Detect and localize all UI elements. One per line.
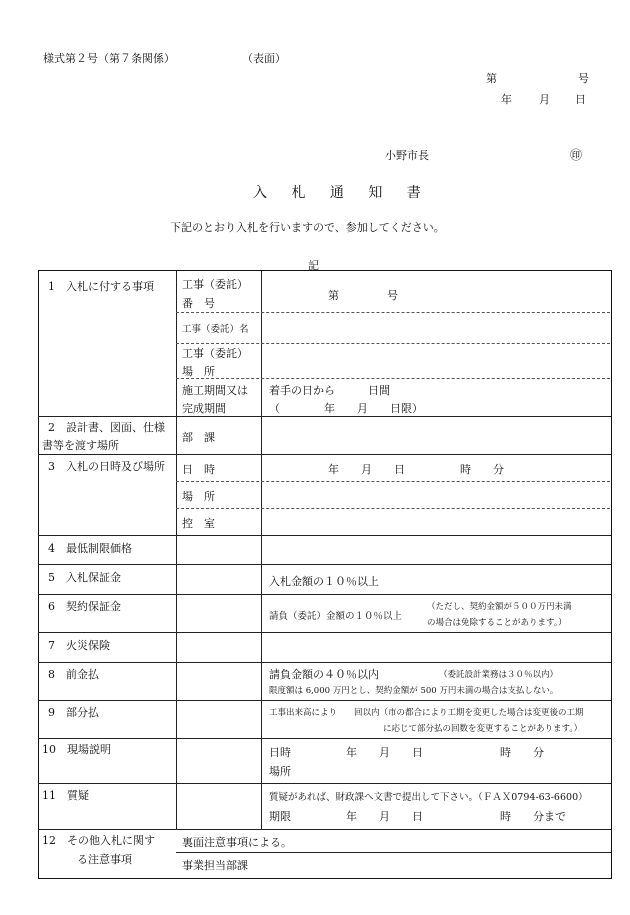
row-divider [38, 594, 611, 595]
row3-datetime-value: 年 月 日 時 分 [328, 463, 504, 476]
row4-label: 4 最低制限価格 [48, 542, 132, 555]
row10-value-2: 場所 [269, 765, 291, 778]
row-divider [176, 508, 610, 509]
row8-value-2: 限度額は 6,000 万円とし、契約金額が 500 万円未満の場合は支払しない。 [269, 686, 559, 696]
row-divider [176, 343, 610, 344]
row1-sub-number-1: 工事（委託） [182, 278, 248, 291]
row1-sub-place-2: 場 所 [182, 365, 215, 378]
row6-value: 請負（委託）金額の１０％以上 [269, 611, 403, 622]
document-title: 入 札 通 知 書 [253, 185, 431, 201]
row9-value-2: に応じて部分払の回数を変更することがあります。） [383, 724, 583, 734]
form-number: 様式第２号（第７条関係） [43, 52, 175, 65]
date-year: 年 [501, 93, 512, 106]
row-divider [176, 481, 610, 482]
table-divider [261, 662, 262, 829]
row11-label: 11 質疑 [42, 789, 89, 802]
row3-sub-datetime: 日 時 [182, 463, 215, 476]
row12-value-1: 裏面注意事項による。 [182, 836, 292, 849]
date-month: 月 [539, 93, 550, 106]
row2-sub: 部 課 [182, 431, 215, 444]
row-divider [38, 564, 611, 565]
row12-label-1: 12 その他入札に関す [42, 834, 155, 847]
doc-number-dai: 第 [486, 72, 497, 85]
row1-period-value-1: 着手の日から 日間 [269, 384, 390, 397]
row-divider [38, 535, 611, 536]
row1-number-dai: 第 [328, 289, 339, 302]
row11-value-1: 質疑があれば、財政課へ文書で提出して下さい。（ＦＡＸ0794-63-6600） [269, 792, 588, 803]
row12-value-2: 事業担当部課 [182, 859, 248, 872]
row-divider [38, 829, 611, 830]
row3-label: 3 入札の日時及び場所 [48, 460, 165, 473]
row3-sub-waiting-room: 控 室 [182, 517, 215, 530]
mayor-name: 小野市長 [385, 149, 429, 162]
row-divider [176, 378, 610, 379]
row1-sub-place-1: 工事（委託） [182, 347, 248, 360]
table-divider [261, 632, 262, 662]
row2-label-1: 2 設計書、図面、仕様 [48, 421, 165, 434]
date-day: 日 [575, 93, 586, 106]
row1-sub-number-2: 番 号 [182, 297, 215, 310]
row8-label: 8 前金払 [48, 668, 99, 681]
form-side: （表面） [242, 52, 286, 65]
row1-sub-period-2: 完成期間 [182, 402, 226, 415]
row-divider [38, 454, 611, 455]
row8-note: （委託設計業務は３０％以内） [439, 670, 559, 680]
ki-label: 記 [308, 259, 319, 272]
row5-label: 5 入札保証金 [48, 571, 121, 584]
table-divider [176, 271, 177, 829]
row-divider [176, 852, 611, 853]
row10-value-1: 日時 年 月 日 時 分 [269, 746, 544, 759]
row8-value-1: 請負金額の４０％以内 [269, 668, 379, 681]
row6-note-2: の場合は免除することがあります。） [427, 618, 567, 628]
row1-period-value-2: （ 年 月 日限） [269, 402, 423, 415]
row12-label-2: る注意事項 [77, 853, 132, 866]
table-divider [261, 271, 262, 535]
row-divider [38, 416, 611, 417]
row3-sub-place: 場 所 [182, 490, 215, 503]
row6-note-1: （ただし、契約金額が５００万円未満 [427, 602, 572, 612]
row7-label: 7 火災保険 [48, 639, 110, 652]
doc-number-gou: 号 [578, 72, 589, 85]
row-divider [176, 312, 610, 313]
row-divider [38, 632, 611, 633]
table-divider [261, 535, 262, 632]
intro-text: 下記のとおり入札を行いますので、参加してください。 [170, 221, 445, 234]
row9-label: 9 部分払 [48, 706, 99, 719]
row1-sub-name: 工事（委託）名 [182, 324, 249, 335]
row-divider [38, 700, 611, 701]
row6-label: 6 契約保証金 [48, 600, 121, 613]
row10-label: 10 現場説明 [42, 743, 111, 756]
row-divider [38, 783, 611, 784]
row1-sub-period-1: 施工期間又は [182, 384, 248, 397]
row11-value-2: 期限 年 月 日 時 分まで [269, 810, 566, 823]
seal-mark: ㊞ [570, 148, 583, 162]
row-divider [38, 662, 611, 663]
row-divider [38, 738, 611, 739]
row1-number-gou: 号 [387, 289, 398, 302]
row1-label: 1 入札に付する事項 [48, 280, 154, 293]
row5-value: 入札金額の１０％以上 [269, 575, 379, 588]
row2-label-2: 書等を渡す場所 [42, 439, 119, 452]
row9-value-1: 工事出来高により 回以内（市の都合により工期を変更した場合は変更後の工期 [269, 708, 584, 718]
